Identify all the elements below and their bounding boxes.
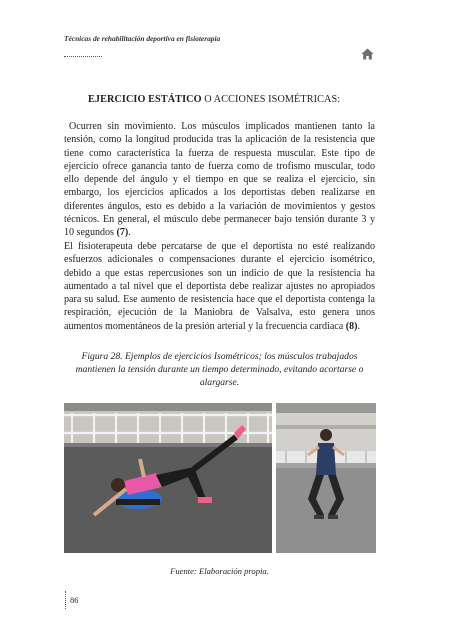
page-number: 86 (70, 596, 79, 605)
paragraph-1-end: . (128, 227, 131, 239)
paragraph-1-text: Ocurren sin movimiento. Los músculos implicados mantienen tanto la tensión, como la longitud producida tras la aplicación de la resistencia que tiene como característica la fuerza de respuesta muscular. Este tipo de ejercicio ofrece ganancia tanto de fuerza como de trofismo muscular, todo ello depende del ángulo y el tiempo en que se realiza el ejercicio, sin embargo, los ejercicios aplicados a los deportistas deben realizarse en diferentes ángulos, esto es debido a la variación de movimientos y gestos técnicos. En general, el músculo debe permanecer bajo tensión durante 3 y 10 segundos (64, 121, 375, 239)
heading-rest: O ACCIONES ISOMÉTRICAS: (201, 94, 341, 105)
home-icon[interactable] (361, 48, 374, 60)
section-heading (88, 94, 340, 105)
heading-bold: EJERCICIO ESTÁTICO (88, 94, 202, 105)
footer-dotted-rule (65, 591, 66, 609)
photo-bridge-exercise (64, 403, 272, 553)
citation-7: (7) (116, 227, 129, 239)
paragraph-2 (64, 240, 375, 333)
running-title: Técnicas de rehabilitación deportiva en fisioterapia (64, 34, 221, 43)
paragraph-2-text: El fisioterapeuta debe percatarse de que el deportista no esté realizando esfuerzos adicionales o compensaciones durante el ejercicio isométrico, debido a que estas repercusiones son un indicio de que la resistencia ha aumentado a tal nivel que el deportista debe realizar ajustes no apropiados para su salud. Ese aumento de resistencia hace que el deportista contenga la respiración, ejecución de la Maniobra de Valsalva, esto genera unos aumentos momentáneos de la presión arterial y la frecuencia cardiaca (64, 241, 375, 332)
figure-caption: Figura 28. Ejemplos de ejercicios Isométricos; los músculos trabajados mantienen la tensión durante un tiempo determinado, evitando acortarse o alargarse. (75, 351, 364, 388)
paragraph-2-end: . (357, 320, 360, 332)
citation-8: (8) (345, 320, 358, 332)
paragraph-1 (64, 120, 375, 240)
header-dotted-rule (64, 56, 102, 57)
photo-squat-exercise (276, 403, 376, 553)
figure-source: Fuente: Elaboración propia. (170, 566, 269, 576)
